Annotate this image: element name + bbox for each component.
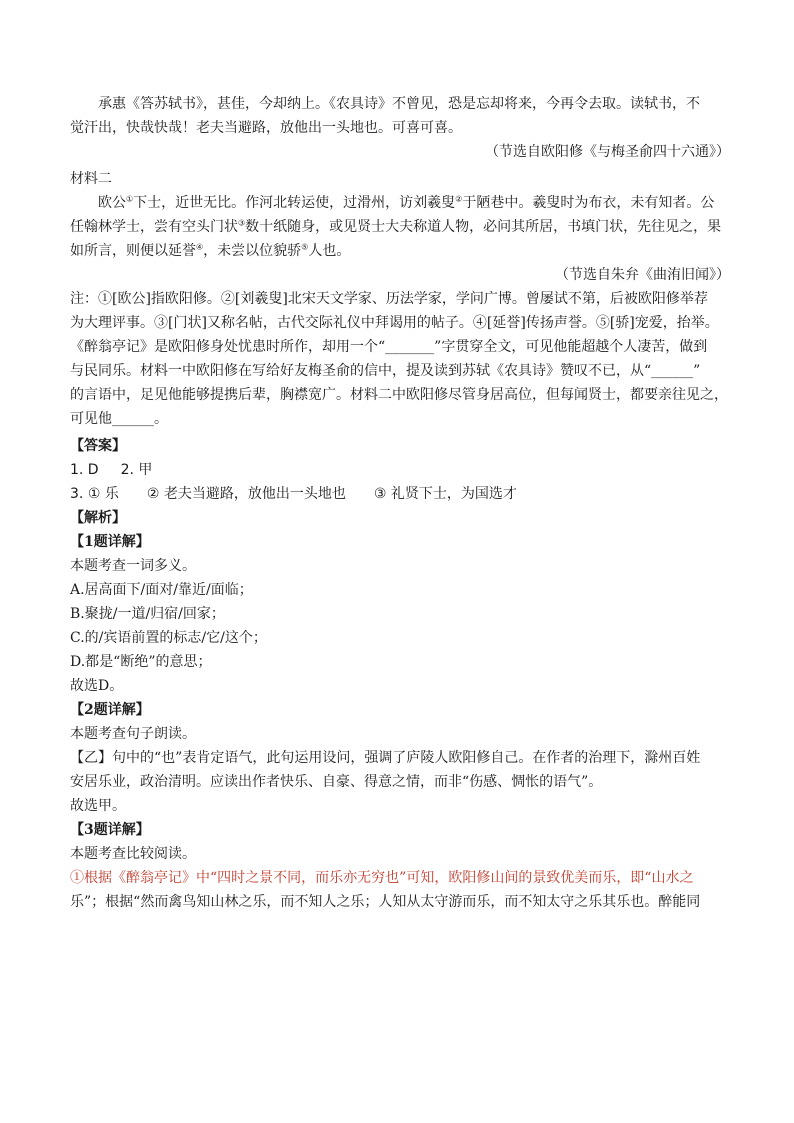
footnote-marker: ①: [126, 194, 134, 204]
question-line2: 与民同乐。材料一中欧阳修在写给好友梅圣俞的信中，提及读到苏轼《农具诗》赞叹不已，从“______”: [70, 363, 701, 379]
material1-line1: 承惠《答苏轼书》，甚佳，今却纳上。《农具诗》不曾见，恐是忘却将来，今再令去取。读轼书，不: [98, 96, 700, 112]
answer-3-part1: ① 乐: [87, 486, 119, 502]
text-span: 人也。: [308, 243, 351, 259]
q2-conclusion: 故选甲。: [70, 798, 126, 814]
text-span: 如所言，则便以延誉: [70, 243, 196, 259]
question-line4: 可见他______。: [70, 411, 168, 427]
material1-source: （节选自欧阳修《与梅圣俞四十六通》）: [485, 144, 730, 160]
answer-line2: [70, 482, 730, 506]
text-span: 数十纸随身，或见贤士大夫称道人物，必问其所居，书填门状，先往见之，果: [245, 219, 722, 235]
text-span: 于陋巷中。羲叟时为布衣，未有知者。公: [462, 195, 715, 211]
q2-line1: 【乙】句中的“也”表肯定语气，此句运用设问，强调了庐陵人欧阳修自己。在作者的治理下，滁州百姓: [70, 750, 701, 766]
analysis-header: 【解析】: [70, 510, 126, 526]
question-line1: 《醉翁亭记》是欧阳修身处忧患时所作，却用一个“_______”字贯穿全文，可见他能超越个人凄苦，做到: [70, 339, 708, 355]
answer-2: 2. 甲: [120, 462, 153, 478]
material2-line2: [70, 215, 730, 239]
material2-source: （节选自朱弁《曲洧旧闻》）: [555, 267, 730, 283]
answer-line1: [70, 458, 730, 482]
notes-line1: 注：①[欧公]指欧阳修。②[刘羲叟]北宋天文学家、历法学家，学问广博。曾屡试不第，后被欧阳修举荐: [70, 291, 708, 307]
material2-heading: 材料二: [70, 171, 112, 187]
footnote-marker: ⑤: [301, 242, 309, 252]
q2-intro: 本题考查句子朗读。: [70, 726, 196, 742]
q1-option-c: C.的/宾语前置的标志/它/这个；: [70, 630, 267, 646]
material2-line3: [70, 239, 730, 263]
text-span: 欧公: [98, 195, 126, 211]
q1-option-a: A.居高面下/面对/靠近/面临；: [70, 582, 253, 598]
footnote-marker: ③: [238, 218, 246, 228]
document-page: [70, 92, 730, 914]
q2-line2: 安居乐业，政治清明。应读出作者快乐、自豪、得意之情，而非“伤感、惆怅的语气”。: [70, 774, 603, 790]
answer-3-part3: ③ 礼贤下士，为国选才: [373, 486, 517, 502]
question-line3: 的言语中，足见他能够提携后辈，胸襟宽广。材料二中欧阳修尽管身居高位，但每闻贤士，都要亲往见之，: [70, 387, 728, 403]
material1-line2: 觉汗出，快哉快哉！老夫当避路，放他出一头地也。可喜可喜。: [70, 120, 462, 136]
q2-header: 【2题详解】: [70, 702, 150, 718]
footnote-marker: ②: [455, 194, 463, 204]
answer-header: 【答案】: [70, 438, 126, 454]
text-span: 任翰林学士，尝有空头门状: [70, 219, 238, 235]
q3-intro: 本题考查比较阅读。: [70, 846, 196, 862]
q1-header: 【1题详解】: [70, 534, 150, 550]
q3-header: 【3题详解】: [70, 822, 150, 838]
q1-conclusion: 故选D。: [70, 678, 124, 694]
q3-line2: 乐”；根据“然而禽鸟知山林之乐，而不知人之乐；人知从太守游而乐，而不知太守之乐其乐也。醉能同: [70, 894, 701, 910]
q1-intro: 本题考查一词多义。: [70, 558, 196, 574]
answer-3-number: 3.: [70, 486, 84, 502]
answer-1: 1. D: [70, 462, 99, 478]
footnote-marker: ④: [196, 242, 204, 252]
q1-option-d: D.都是“断绝”的意思；: [70, 654, 212, 670]
notes-line2: 为大理评事。③[门状]又称名帖，古代交际礼仪中拜谒用的帖子。④[延誉]传扬声誉。⑤[骄]宠爱，抬举。: [70, 315, 719, 331]
answer-3-part2: ② 老夫当避路，放他出一头地也: [146, 486, 346, 502]
text-span: ，未尝以位貌骄: [203, 243, 302, 259]
q3-line1: ①根据《醉翁亭记》中“四时之景不同，而乐亦无穷也”可知，欧阳修山间的景致优美而乐，即“山水之: [70, 870, 694, 886]
q1-option-b: B.聚拢/一道/归宿/回家；: [70, 606, 225, 622]
text-span: 下士，近世无比。作河北转运使，过滑州，访刘羲叟: [133, 195, 456, 211]
material2-line1: [70, 191, 730, 215]
